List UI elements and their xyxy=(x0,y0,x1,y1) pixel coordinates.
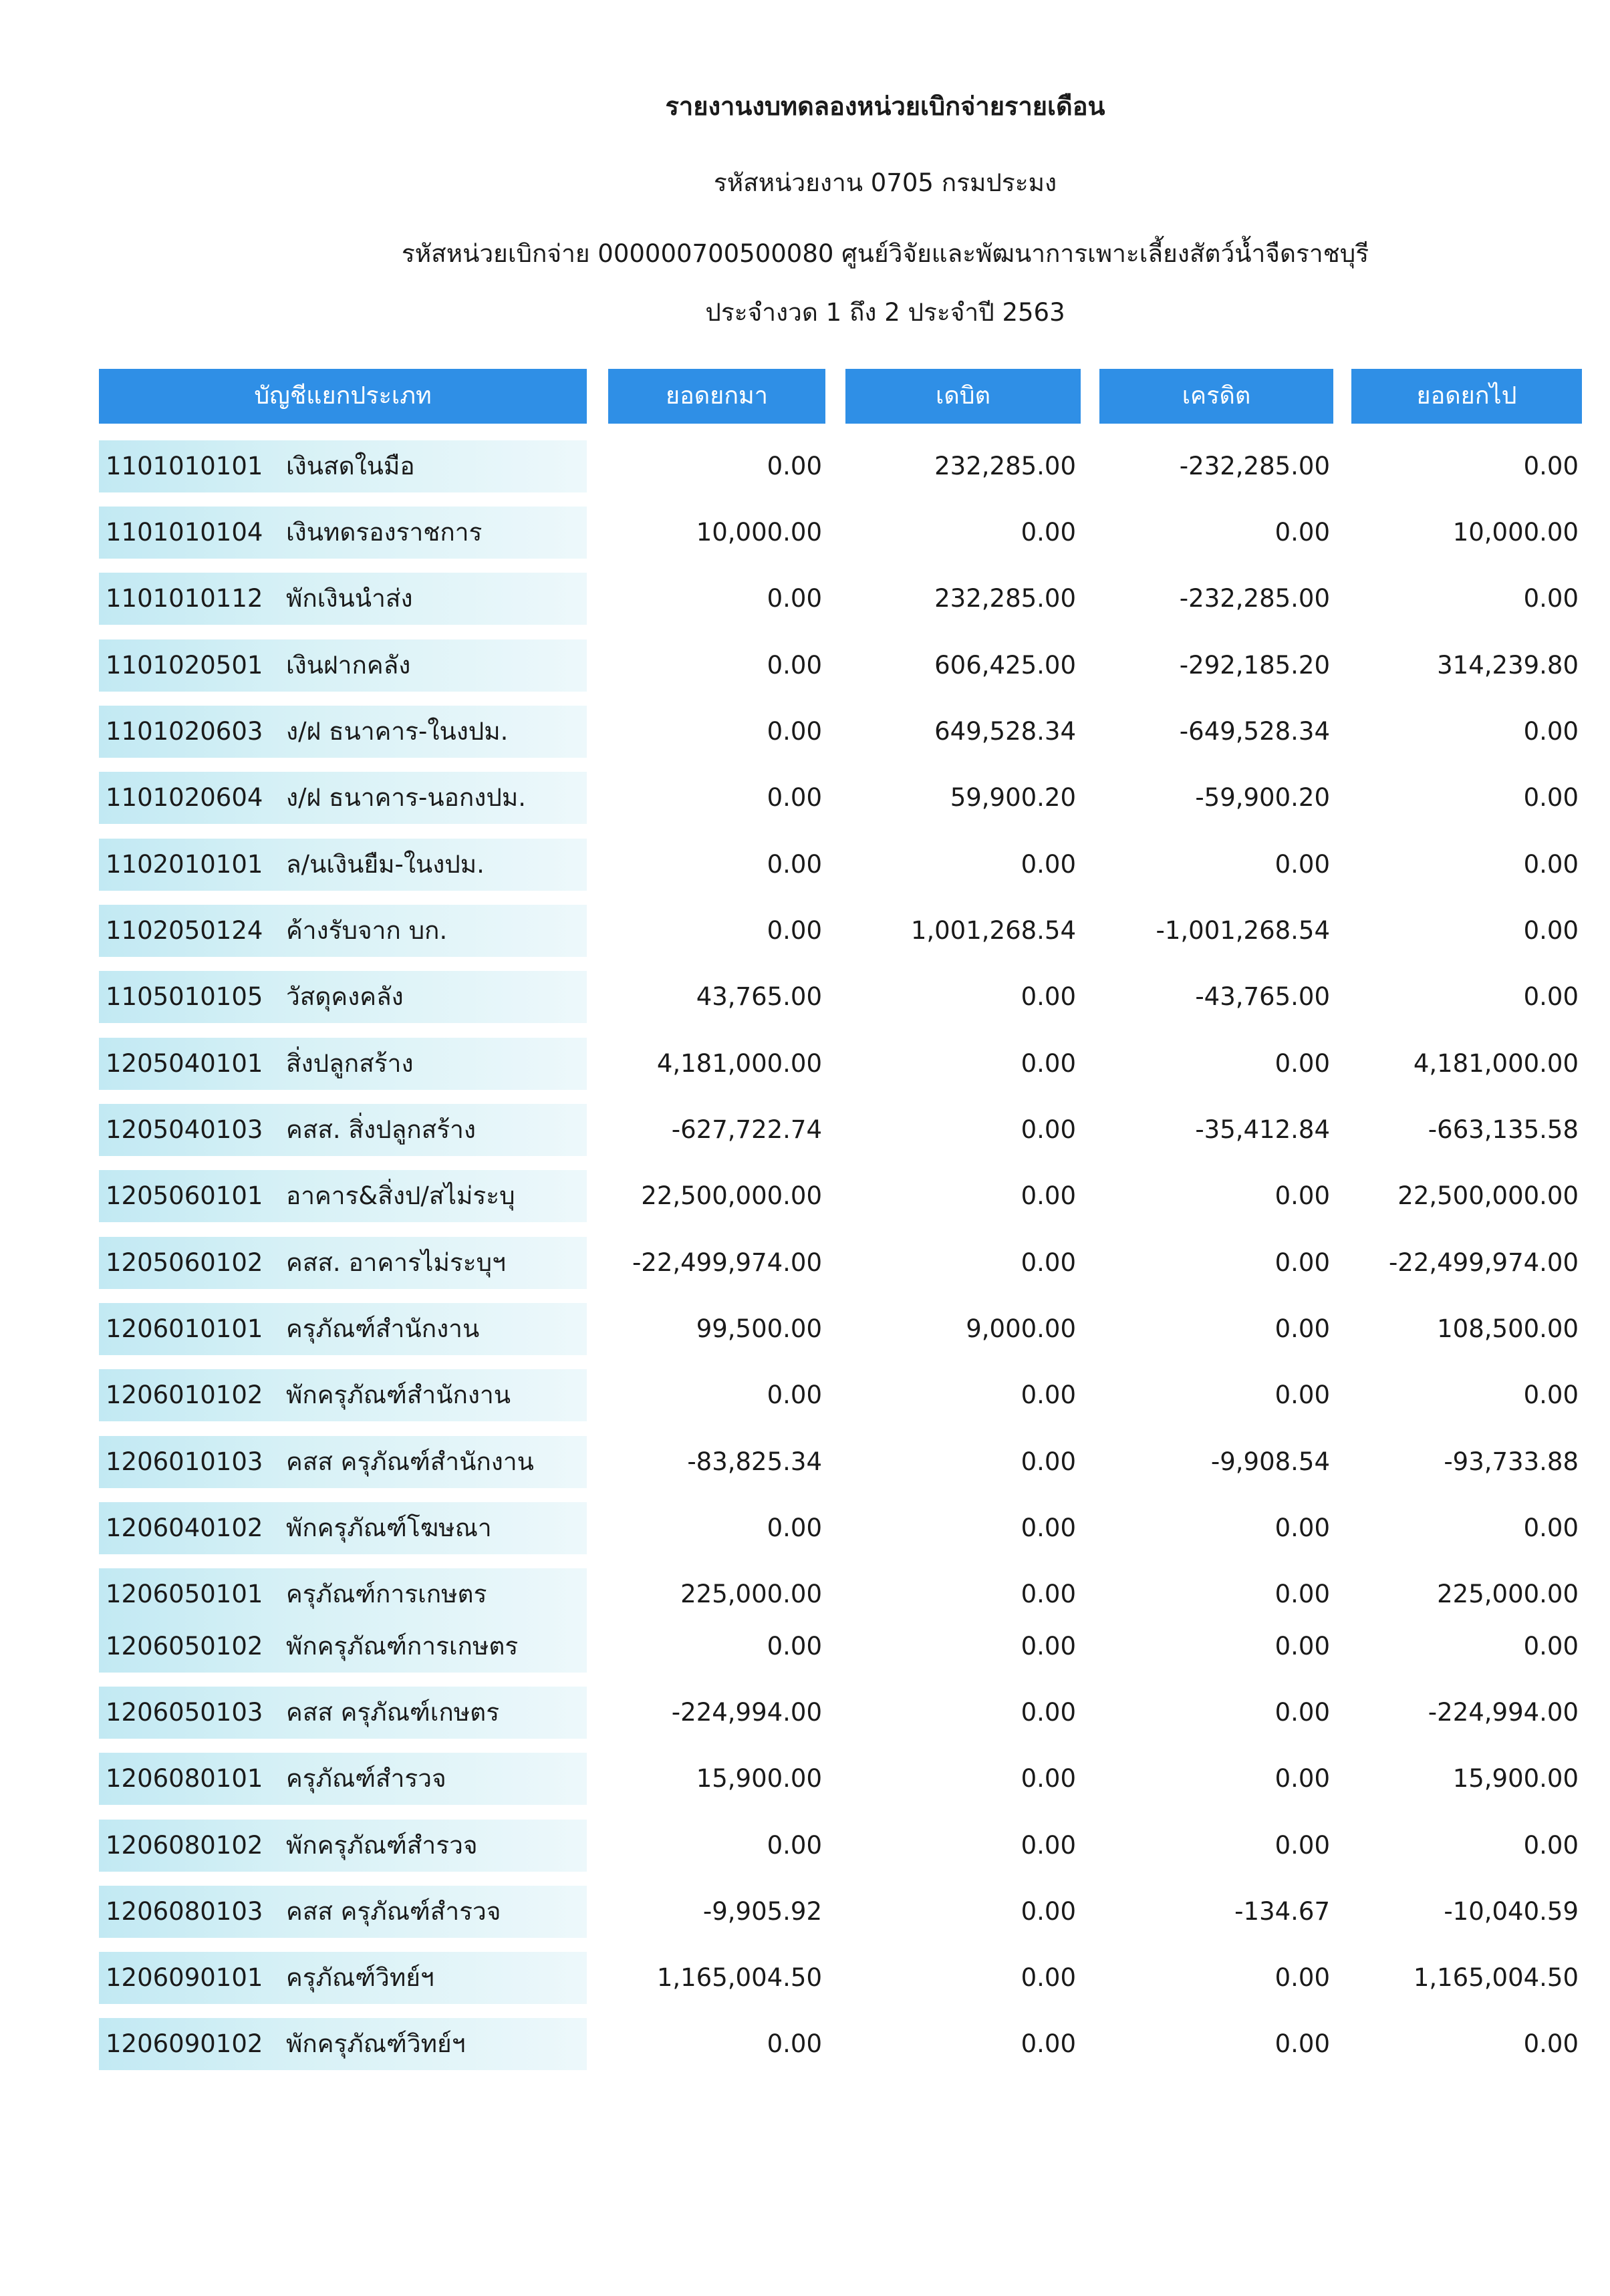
account-code: 1206080101 xyxy=(106,1764,263,1793)
carried-forward-value: 0.00 xyxy=(1523,783,1579,812)
debit-value: 0.00 xyxy=(1021,1115,1076,1144)
table-row xyxy=(0,2018,1610,2070)
brought-forward-value: 0.00 xyxy=(767,1514,822,1542)
carried-forward-value: 0.00 xyxy=(1523,2029,1579,2058)
credit-value: 0.00 xyxy=(1274,1381,1330,1409)
carried-forward-value: 0.00 xyxy=(1523,1632,1579,1661)
credit-value: 0.00 xyxy=(1274,1248,1330,1277)
account-name: คสส. สิ่งปลูกสร้าง xyxy=(286,1115,476,1144)
credit-value: 0.00 xyxy=(1274,850,1330,879)
carried-forward-value: -224,994.00 xyxy=(1428,1698,1579,1727)
carried-forward-value: 4,181,000.00 xyxy=(1413,1049,1579,1078)
credit-value: 0.00 xyxy=(1274,1580,1330,1608)
brought-forward-value: -9,905.92 xyxy=(702,1897,822,1926)
credit-value: -43,765.00 xyxy=(1195,982,1330,1011)
table-row xyxy=(0,1886,1610,1938)
disbursing-unit-line: รหัสหน่วยเบิกจ่าย 000000700500080 ศูนย์วิจัยและพัฒนาการเพาะเลี้ยงสัตว์น้ำจืดราชบุรี xyxy=(401,239,1369,268)
account-code: 1101020604 xyxy=(106,783,263,812)
account-name: ง/ฝ ธนาคาร-นอกงปม. xyxy=(286,783,526,812)
debit-value: 649,528.34 xyxy=(934,717,1076,746)
account-code: 1101020603 xyxy=(106,717,263,746)
table-row xyxy=(0,507,1610,559)
brought-forward-value: 4,181,000.00 xyxy=(656,1049,822,1078)
table-row xyxy=(0,1568,1610,1620)
account-name: ครุภัณฑ์การเกษตร xyxy=(286,1580,487,1608)
account-code: 1206090102 xyxy=(106,2029,263,2058)
credit-value: 0.00 xyxy=(1274,1831,1330,1860)
table-row xyxy=(0,1170,1610,1222)
brought-forward-value: 99,500.00 xyxy=(696,1314,822,1343)
account-code: 1205060102 xyxy=(106,1248,263,1277)
header-credit: เครดิต xyxy=(1099,369,1333,424)
account-code: 1206050101 xyxy=(106,1580,263,1608)
carried-forward-value: 10,000.00 xyxy=(1452,518,1579,547)
debit-value: 0.00 xyxy=(1021,1381,1076,1409)
brought-forward-value: 1,165,004.50 xyxy=(656,1963,822,1992)
account-name: เงินสดในมือ xyxy=(286,452,415,480)
table-row xyxy=(0,1620,1610,1673)
carried-forward-value: -93,733.88 xyxy=(1444,1447,1579,1476)
debit-value: 0.00 xyxy=(1021,850,1076,879)
debit-value: 0.00 xyxy=(1021,1963,1076,1992)
agency-line: รหัสหน่วยงาน 0705 กรมประมง xyxy=(713,168,1057,197)
header-account: บัญชีแยกประเภท xyxy=(99,369,587,424)
table-row xyxy=(0,1820,1610,1872)
account-name: พักครุภัณฑ์การเกษตร xyxy=(286,1632,519,1661)
account-name: พักครุภัณฑ์วิทย์ฯ xyxy=(286,2029,466,2058)
table-row xyxy=(0,772,1610,824)
brought-forward-value: -224,994.00 xyxy=(671,1698,822,1727)
credit-value: -1,001,268.54 xyxy=(1156,916,1330,945)
brought-forward-value: 0.00 xyxy=(767,1831,822,1860)
table-row xyxy=(0,1687,1610,1739)
credit-value: 0.00 xyxy=(1274,1963,1330,1992)
table-row xyxy=(0,1237,1610,1289)
table-row xyxy=(0,1753,1610,1805)
account-code: 1101010112 xyxy=(106,584,263,613)
carried-forward-value: 0.00 xyxy=(1523,850,1579,879)
debit-value: 0.00 xyxy=(1021,1447,1076,1476)
brought-forward-value: 0.00 xyxy=(767,717,822,746)
account-code: 1101020501 xyxy=(106,651,263,680)
account-name: คสส ครุภัณฑ์สำรวจ xyxy=(286,1897,501,1926)
account-code: 1101010104 xyxy=(106,518,263,547)
credit-value: -59,900.20 xyxy=(1195,783,1330,812)
brought-forward-value: 22,500,000.00 xyxy=(641,1181,822,1210)
brought-forward-value: -22,499,974.00 xyxy=(632,1248,822,1277)
account-name: คสส ครุภัณฑ์เกษตร xyxy=(286,1698,500,1727)
account-code: 1101010101 xyxy=(106,452,263,480)
carried-forward-value: -663,135.58 xyxy=(1428,1115,1579,1144)
credit-value: 0.00 xyxy=(1274,1632,1330,1661)
debit-value: 606,425.00 xyxy=(934,651,1076,680)
table-row xyxy=(0,1436,1610,1488)
credit-value: 0.00 xyxy=(1274,1764,1330,1793)
account-name: พักครุภัณฑ์โฆษณา xyxy=(286,1514,492,1542)
credit-value: 0.00 xyxy=(1274,518,1330,547)
account-name: พักเงินนำส่ง xyxy=(286,584,413,613)
debit-value: 59,900.20 xyxy=(950,783,1076,812)
account-name: เงินฝากคลัง xyxy=(286,651,411,680)
account-name: เงินทดรองราชการ xyxy=(286,518,483,547)
account-code: 1206080103 xyxy=(106,1897,263,1926)
account-name: วัสดุคงคลัง xyxy=(286,982,404,1011)
brought-forward-value: 0.00 xyxy=(767,2029,822,2058)
carried-forward-value: 0.00 xyxy=(1523,1831,1579,1860)
carried-forward-value: 314,239.80 xyxy=(1437,651,1579,680)
debit-value: 0.00 xyxy=(1021,1248,1076,1277)
credit-value: -134.67 xyxy=(1234,1897,1330,1926)
brought-forward-value: 0.00 xyxy=(767,1381,822,1409)
header-brought-forward: ยอดยกมา xyxy=(608,369,825,424)
debit-value: 232,285.00 xyxy=(934,584,1076,613)
account-name: พักครุภัณฑ์สำรวจ xyxy=(286,1831,478,1860)
account-code: 1206080102 xyxy=(106,1831,263,1860)
account-code: 1205040101 xyxy=(106,1049,263,1078)
brought-forward-value: 0.00 xyxy=(767,651,822,680)
debit-value: 0.00 xyxy=(1021,1698,1076,1727)
credit-value: -649,528.34 xyxy=(1179,717,1330,746)
table-row xyxy=(0,1502,1610,1554)
debit-value: 0.00 xyxy=(1021,2029,1076,2058)
brought-forward-value: 0.00 xyxy=(767,850,822,879)
account-name: ครุภัณฑ์วิทย์ฯ xyxy=(286,1963,434,1992)
carried-forward-value: 0.00 xyxy=(1523,717,1579,746)
account-name: สิ่งปลูกสร้าง xyxy=(286,1049,414,1078)
debit-value: 0.00 xyxy=(1021,1632,1076,1661)
account-code: 1206050103 xyxy=(106,1698,263,1727)
carried-forward-value: 108,500.00 xyxy=(1437,1314,1579,1343)
table-row xyxy=(0,1369,1610,1421)
brought-forward-value: 15,900.00 xyxy=(696,1764,822,1793)
table-row xyxy=(0,706,1610,758)
account-code: 1205060101 xyxy=(106,1181,263,1210)
account-name: อาคาร&สิ่งป/สไม่ระบุ xyxy=(286,1181,515,1210)
credit-value: 0.00 xyxy=(1274,1698,1330,1727)
table-row xyxy=(0,971,1610,1023)
table-row xyxy=(0,1104,1610,1156)
brought-forward-value: -83,825.34 xyxy=(687,1447,822,1476)
table-row xyxy=(0,573,1610,625)
debit-value: 0.00 xyxy=(1021,1181,1076,1210)
account-code: 1206010103 xyxy=(106,1447,263,1476)
carried-forward-value: 0.00 xyxy=(1523,916,1579,945)
report-title: รายงานงบทดลองหน่วยเบิกจ่ายรายเดือน xyxy=(665,92,1105,121)
carried-forward-value: 0.00 xyxy=(1523,1381,1579,1409)
table-row xyxy=(0,839,1610,891)
carried-forward-value: 1,165,004.50 xyxy=(1413,1963,1579,1992)
brought-forward-value: 0.00 xyxy=(767,584,822,613)
account-code: 1206090101 xyxy=(106,1963,263,1992)
account-code: 1206010102 xyxy=(106,1381,263,1409)
account-name: ง/ฝ ธนาคาร-ในงปม. xyxy=(286,717,509,746)
debit-value: 0.00 xyxy=(1021,1764,1076,1793)
table-row xyxy=(0,440,1610,492)
account-code: 1206050102 xyxy=(106,1632,263,1661)
account-name: ค้างรับจาก บก. xyxy=(286,916,448,945)
credit-value: 0.00 xyxy=(1274,1514,1330,1542)
debit-value: 1,001,268.54 xyxy=(910,916,1076,945)
account-code: 1205040103 xyxy=(106,1115,263,1144)
debit-value: 232,285.00 xyxy=(934,452,1076,480)
debit-value: 0.00 xyxy=(1021,1831,1076,1860)
credit-value: 0.00 xyxy=(1274,2029,1330,2058)
table-row xyxy=(0,1038,1610,1090)
carried-forward-value: 22,500,000.00 xyxy=(1397,1181,1579,1210)
debit-value: 0.00 xyxy=(1021,1049,1076,1078)
account-code: 1206010101 xyxy=(106,1314,263,1343)
brought-forward-value: 0.00 xyxy=(767,452,822,480)
account-name: พักครุภัณฑ์สำนักงาน xyxy=(286,1381,511,1409)
debit-value: 0.00 xyxy=(1021,982,1076,1011)
carried-forward-value: 0.00 xyxy=(1523,452,1579,480)
brought-forward-value: 10,000.00 xyxy=(696,518,822,547)
carried-forward-value: 225,000.00 xyxy=(1437,1580,1579,1608)
table-row xyxy=(0,905,1610,957)
credit-value: 0.00 xyxy=(1274,1314,1330,1343)
debit-value: 9,000.00 xyxy=(966,1314,1076,1343)
account-name: ครุภัณฑ์สำรวจ xyxy=(286,1764,446,1793)
brought-forward-value: 225,000.00 xyxy=(680,1580,822,1608)
credit-value: -9,908.54 xyxy=(1210,1447,1330,1476)
debit-value: 0.00 xyxy=(1021,1580,1076,1608)
table-row xyxy=(0,1952,1610,2004)
brought-forward-value: 0.00 xyxy=(767,1632,822,1661)
account-code: 1105010105 xyxy=(106,982,263,1011)
brought-forward-value: 0.00 xyxy=(767,783,822,812)
brought-forward-value: -627,722.74 xyxy=(671,1115,822,1144)
account-code: 1102010101 xyxy=(106,850,263,879)
debit-value: 0.00 xyxy=(1021,1897,1076,1926)
account-name: ล/นเงินยืม-ในงปม. xyxy=(286,850,485,879)
carried-forward-value: 0.00 xyxy=(1523,982,1579,1011)
table-row xyxy=(0,639,1610,692)
carried-forward-value: 0.00 xyxy=(1523,1514,1579,1542)
carried-forward-value: 0.00 xyxy=(1523,584,1579,613)
carried-forward-value: 15,900.00 xyxy=(1452,1764,1579,1793)
credit-value: -232,285.00 xyxy=(1179,452,1330,480)
brought-forward-value: 0.00 xyxy=(767,916,822,945)
credit-value: -292,185.20 xyxy=(1179,651,1330,680)
account-name: คสส. อาคารไม่ระบุฯ xyxy=(286,1248,506,1277)
table-row xyxy=(0,1303,1610,1355)
carried-forward-value: -10,040.59 xyxy=(1444,1897,1579,1926)
header-carried-forward: ยอดยกไป xyxy=(1351,369,1582,424)
brought-forward-value: 43,765.00 xyxy=(696,982,822,1011)
account-name: ครุภัณฑ์สำนักงาน xyxy=(286,1314,480,1343)
credit-value: 0.00 xyxy=(1274,1049,1330,1078)
account-code: 1102050124 xyxy=(106,916,263,945)
carried-forward-value: -22,499,974.00 xyxy=(1388,1248,1579,1277)
period-line: ประจำงวด 1 ถึง 2 ประจำปี 2563 xyxy=(705,298,1065,327)
credit-value: 0.00 xyxy=(1274,1181,1330,1210)
account-code: 1206040102 xyxy=(106,1514,263,1542)
credit-value: -35,412.84 xyxy=(1195,1115,1330,1144)
debit-value: 0.00 xyxy=(1021,1514,1076,1542)
debit-value: 0.00 xyxy=(1021,518,1076,547)
header-debit: เดบิต xyxy=(845,369,1081,424)
credit-value: -232,285.00 xyxy=(1179,584,1330,613)
account-name: คสส ครุภัณฑ์สำนักงาน xyxy=(286,1447,534,1476)
